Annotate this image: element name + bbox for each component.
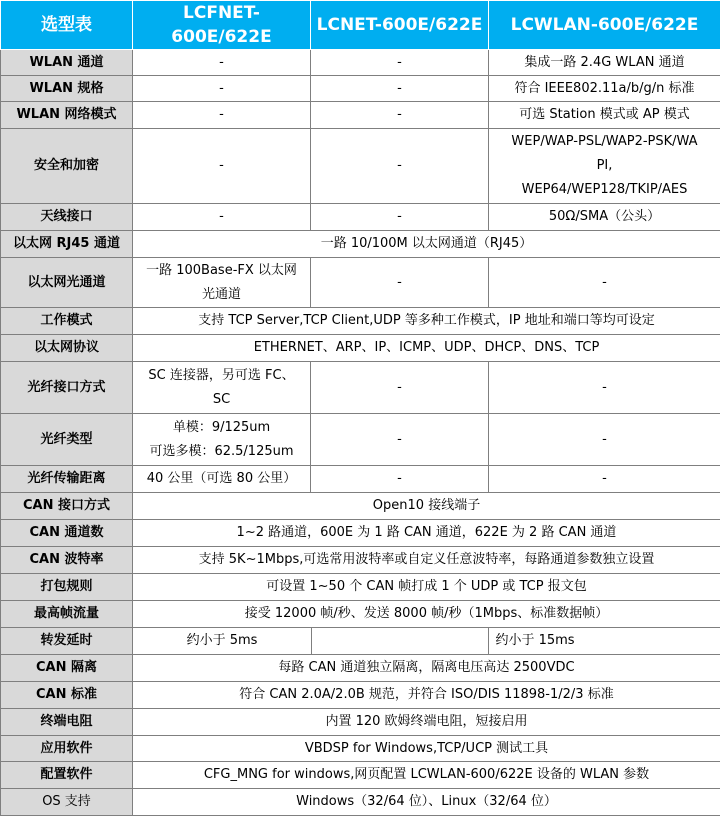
cell: - xyxy=(489,414,720,466)
table-row xyxy=(1,414,720,466)
cell: 一路 10/100M 以太网通道（RJ45） xyxy=(133,231,720,258)
cell: 符合 IEEE802.11a/b/g/n 标准 xyxy=(489,76,720,102)
cell: - xyxy=(311,204,489,231)
row-label: 安全和加密 xyxy=(1,129,133,204)
cell-line: 光通道 xyxy=(201,286,241,302)
row-label: 终端电阻 xyxy=(1,709,133,736)
row-label: 以太网光通道 xyxy=(1,258,133,308)
table-row xyxy=(1,493,720,520)
table-row xyxy=(1,574,720,601)
table-row xyxy=(1,231,720,258)
header-lcnet: LCNET-600E/622E xyxy=(311,1,489,50)
row-label: 以太网协议 xyxy=(1,335,133,362)
cell-half-spacer xyxy=(312,628,488,654)
cell-line: SC xyxy=(212,391,231,407)
row-label: 转发延时 xyxy=(1,628,133,655)
table-row xyxy=(1,466,720,493)
table-row xyxy=(1,520,720,547)
cell: 集成一路 2.4G WLAN 通道 xyxy=(489,50,720,76)
table-row xyxy=(1,129,720,204)
cell: - xyxy=(489,466,720,493)
cell: CFG_MNG for windows,网页配置 LCWLAN-600/622E 设备的 WLAN 参数 xyxy=(133,762,720,789)
row-label: 应用软件 xyxy=(1,736,133,762)
table-row xyxy=(1,762,720,789)
table-row xyxy=(1,601,720,628)
header-selection-table: 选型表 xyxy=(1,1,133,50)
cell-line: 可选多模：62.5/125um xyxy=(149,443,294,459)
cell xyxy=(133,628,489,655)
cell-line: 一路 100Base-FX 以太网 xyxy=(146,262,297,278)
cell: - xyxy=(311,50,489,76)
row-label: CAN 标准 xyxy=(1,682,133,709)
cell: ETHERNET、ARP、IP、ICMP、UDP、DHCP、DNS、TCP xyxy=(133,335,720,362)
cell-line: 单模：9/125um xyxy=(172,419,271,435)
row-label: 光纤传输距离 xyxy=(1,466,133,493)
cell: - xyxy=(311,414,489,466)
table-row xyxy=(1,709,720,736)
row-label: OS 支持 xyxy=(1,789,133,816)
table-row xyxy=(1,76,720,102)
cell: - xyxy=(311,76,489,102)
row-label: 配置软件 xyxy=(1,762,133,789)
cell-line: WEP/WAP-PSL/WAP2-PSK/WA xyxy=(511,134,698,149)
row-label: 打包规则 xyxy=(1,574,133,601)
row-label: CAN 接口方式 xyxy=(1,493,133,520)
header-lcfnet: LCFNET-600E/622E xyxy=(133,1,311,50)
header-lcwlan: LCWLAN-600E/622E xyxy=(489,1,720,50)
cell: - xyxy=(311,466,489,493)
cell: 支持 TCP Server,TCP Client,UDP 等多种工作模式，IP 地址和端口等均可设定 xyxy=(133,308,720,335)
cell: 可选 Station 模式或 AP 模式 xyxy=(489,102,720,129)
cell-line: PI, xyxy=(596,158,613,173)
cell: 1~2 路通道，600E 为 1 路 CAN 通道，622E 为 2 路 CAN 通道 xyxy=(133,520,720,547)
table-row xyxy=(1,682,720,709)
table-row xyxy=(1,547,720,574)
row-label: CAN 波特率 xyxy=(1,547,133,574)
table-row xyxy=(1,258,720,308)
cell: 支持 5K~1Mbps,可选常用波特率或自定义任意波特率，每路通道参数独立设置 xyxy=(133,547,720,574)
cell: - xyxy=(133,50,311,76)
cell: - xyxy=(311,102,489,129)
cell-half-right: 约小于 15ms xyxy=(495,633,575,648)
cell: - xyxy=(311,362,489,414)
table-row xyxy=(1,362,720,414)
cell: Open10 接线端子 xyxy=(133,493,720,520)
table-row xyxy=(1,628,720,655)
row-label: WLAN 规格 xyxy=(1,76,133,102)
cell: - xyxy=(133,102,311,129)
cell: - xyxy=(133,76,311,102)
cell: 可设置 1~50 个 CAN 帧打成 1 个 UDP 或 TCP 报文包 xyxy=(133,574,720,601)
header-row xyxy=(1,1,720,50)
cell: 50Ω/SMA（公头） xyxy=(489,204,720,231)
row-label: 天线接口 xyxy=(1,204,133,231)
cell-line: WEP64/WEP128/TKIP/AES xyxy=(521,182,688,197)
cell: 内置 120 欧姆终端电阻，短接启用 xyxy=(133,709,720,736)
table-row xyxy=(1,655,720,682)
table-row xyxy=(1,102,720,129)
cell: 接受 12000 帧/秒、发送 8000 帧/秒（1Mbps、标准数据帧） xyxy=(133,601,720,628)
row-label: 工作模式 xyxy=(1,308,133,335)
cell: - xyxy=(489,362,720,414)
cell: 每路 CAN 通道独立隔离，隔离电压高达 2500VDC xyxy=(133,655,720,682)
table-row xyxy=(1,308,720,335)
row-label: CAN 通道数 xyxy=(1,520,133,547)
cell xyxy=(133,258,311,308)
row-label: 光纤接口方式 xyxy=(1,362,133,414)
cell: - xyxy=(133,204,311,231)
cell: - xyxy=(489,258,720,308)
row-label: WLAN 通道 xyxy=(1,50,133,76)
table-row xyxy=(1,789,720,816)
cell: Windows（32/64 位）、Linux（32/64 位） xyxy=(133,789,720,816)
table-row xyxy=(1,335,720,362)
cell-line: SC 连接器，另可选 FC、 xyxy=(148,367,295,383)
cell: - xyxy=(133,129,311,204)
row-label: 以太网 RJ45 通道 xyxy=(1,231,133,258)
cell xyxy=(133,414,311,466)
table-row xyxy=(1,50,720,76)
cell: - xyxy=(311,258,489,308)
row-label: 光纤类型 xyxy=(1,414,133,466)
cell: - xyxy=(311,129,489,204)
row-label: 最高帧流量 xyxy=(1,601,133,628)
cell: VBDSP for Windows,TCP/UCP 测试工具 xyxy=(133,736,720,762)
cell xyxy=(489,129,720,204)
row-label: WLAN 网络模式 xyxy=(1,102,133,129)
row-label: CAN 隔离 xyxy=(1,655,133,682)
cell: 40 公里（可选 80 公里） xyxy=(133,466,311,493)
cell xyxy=(133,362,311,414)
cell-half-left: 约小于 5ms xyxy=(133,628,312,654)
table-row xyxy=(1,204,720,231)
cell xyxy=(489,628,720,655)
cell: 符合 CAN 2.0A/2.0B 规范，并符合 ISO/DIS 11898-1/2/3 标准 xyxy=(133,682,720,709)
table-row xyxy=(1,736,720,762)
